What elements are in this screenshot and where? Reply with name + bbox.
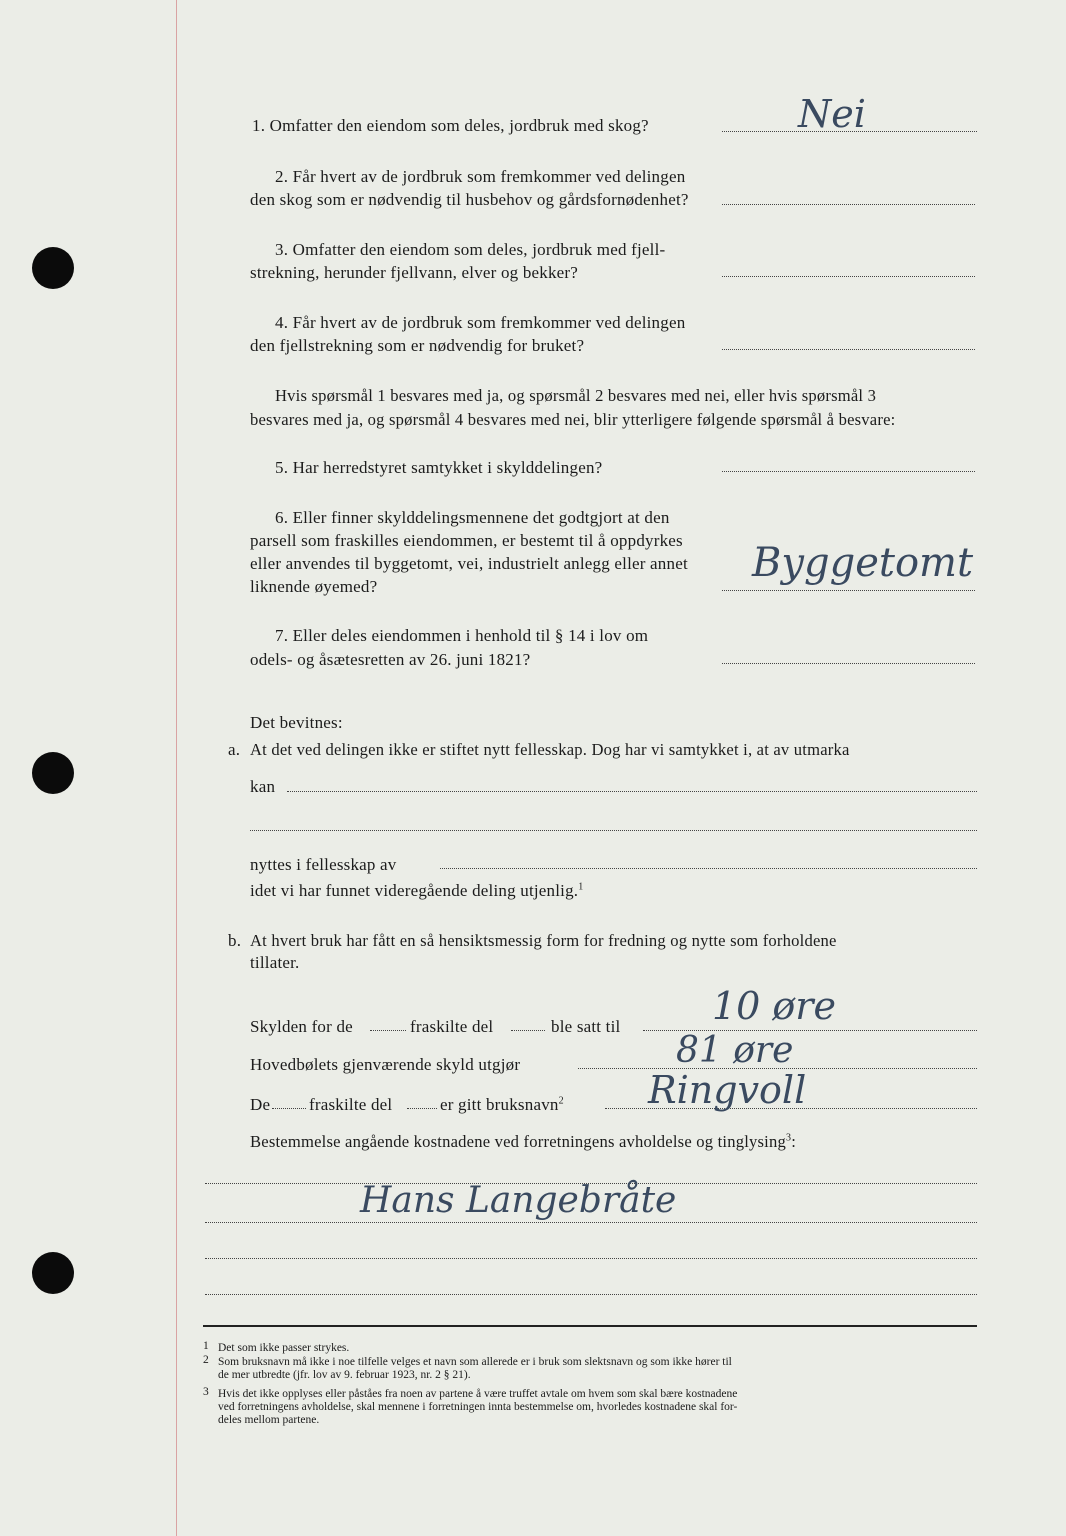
question-6-line-4: liknende øyemed? <box>250 577 378 596</box>
footnote-3-line-3: deles mellom partene. <box>218 1414 320 1426</box>
ble-satt-til-label: ble satt til <box>551 1017 621 1036</box>
answer-6-handwritten: Byggetomt <box>752 540 974 586</box>
attest-nyttes: nyttes i fellesskap av <box>250 855 397 874</box>
skylden-blank-2 <box>511 1030 545 1031</box>
attest-idet: idet vi har funnet videregående deling utjenlig.$^1$ <box>250 881 584 900</box>
footnote-1-number: 1 <box>203 1340 209 1352</box>
question-4-line-1: 4. Får hvert av de jordbruk som fremkommer ved delingen <box>275 313 686 332</box>
answer-line-3 <box>722 276 975 277</box>
conditional-line-1: Hvis spørsmål 1 besvares med ja, og spørsmål 2 besvares med nei, eller hvis spørsmål 3 <box>275 386 877 405</box>
attest-kan: kan <box>250 777 276 796</box>
kostnader-line-2 <box>205 1222 977 1223</box>
bestemmelse-label: Bestemmelse angående kostnadene ved forretningens avholdelse og tinglysing$^3$: <box>250 1132 796 1151</box>
hovedbolets-label: Hovedbølets gjenværende skyld utgjør <box>250 1055 521 1074</box>
footnote-2-line-2: de mer utbredte (jfr. lov av 9. februar 1923, nr. 2 § 21). <box>218 1369 471 1381</box>
conditional-line-2: besvares med ja, og spørsmål 4 besvares med nei, blir ytterligere følgende spørsmål å besvare: <box>250 410 896 429</box>
question-2-line-1: 2. Får hvert av de jordbruk som fremkommer ved delingen <box>275 167 686 186</box>
footnote-3-line-1: Hvis det ikke opplyses eller påståes fra noen av partene å være truffet avtale om hvem som skal bære kostnadene <box>218 1388 738 1400</box>
skylden-blank-1 <box>370 1030 406 1031</box>
skylden-for-label: Skylden for de <box>250 1017 353 1036</box>
kostnader-answer-handwritten: Hans Langebråte <box>360 1180 677 1221</box>
question-2-line-2: den skog som er nødvendig til husbehov og gårdsfornødenhet? <box>250 190 689 209</box>
attest-b-marker: b. <box>228 931 242 950</box>
del-blank <box>407 1108 437 1109</box>
footnote-separator <box>203 1325 977 1327</box>
de-blank <box>272 1108 306 1109</box>
skyld-answer-handwritten: 10 øre <box>712 984 836 1028</box>
fraskilte-del-2-label: fraskilte del <box>309 1095 393 1114</box>
footnote-2-number: 2 <box>203 1354 209 1366</box>
attest-b-line-1: At hvert bruk har fått en så hensiktsmessig form for fredning og nytte som forholdene <box>250 931 837 950</box>
punch-hole-top <box>32 247 74 289</box>
question-5: 5. Har herredstyret samtykket i skylddelingen? <box>275 458 603 477</box>
question-7-line-1: 7. Eller deles eiendommen i henhold til § 14 i lov om <box>275 626 649 645</box>
answer-line-6 <box>722 590 975 591</box>
question-3-line-2: strekning, herunder fjellvann, elver og bekker? <box>250 263 579 282</box>
footnote-1: Det som ikke passer strykes. <box>218 1342 350 1354</box>
hovedbol-answer-handwritten: 81 øre <box>676 1030 794 1071</box>
utmark-line-1 <box>287 791 977 792</box>
margin-line <box>176 0 177 1536</box>
bruksnavn-label: er gitt bruksnavn$^2$ <box>440 1095 564 1114</box>
attest-b-line-2: tillater. <box>250 953 300 972</box>
utmark-line-2 <box>250 830 977 831</box>
answer-line-4 <box>722 349 975 350</box>
punch-hole-bottom <box>32 1252 74 1294</box>
footnote-3-line-2: ved forretningens avholdelse, skal mennene i forretningen innta bestemmelse om, hvorledes kostnadene skal for- <box>218 1401 738 1413</box>
de-label: De <box>250 1095 271 1114</box>
question-1: 1. Omfatter den eiendom som deles, jordbruk med skog? <box>252 116 649 135</box>
question-3-line-1: 3. Omfatter den eiendom som deles, jordbruk med fjell- <box>275 240 666 259</box>
fellesskap-line <box>440 868 977 869</box>
bruksnavn-answer-handwritten: Ringvoll <box>648 1068 807 1112</box>
answer-line-2 <box>722 204 975 205</box>
question-4-line-2: den fjellstrekning som er nødvendig for bruket? <box>250 336 585 355</box>
question-6-line-3: eller anvendes til byggetomt, vei, industrielt anlegg eller annet <box>250 554 688 573</box>
question-6-line-2: parsell som fraskilles eiendommen, er bestemt til å oppdyrkes <box>250 531 683 550</box>
attest-a-text: At det ved delingen ikke er stiftet nytt fellesskap. Dog har vi samtykket i, at av utmarka <box>250 740 850 759</box>
question-6-line-1: 6. Eller finner skylddelingsmennene det godtgjort at den <box>275 508 670 527</box>
question-7-line-2: odels- og åsætesretten av 26. juni 1821? <box>250 650 531 669</box>
kostnader-line-4 <box>205 1294 977 1295</box>
footnote-2-line-1: Som bruksnavn må ikke i noe tilfelle velges et navn som allerede er i bruk som slektsnavn og som ikke hører til <box>218 1356 732 1368</box>
fraskilte-del-label: fraskilte del <box>410 1017 494 1036</box>
answer-line-5 <box>722 471 975 472</box>
attest-a-marker: a. <box>228 740 241 759</box>
answer-1-handwritten: Nei <box>798 92 866 136</box>
answer-line-7 <box>722 663 975 664</box>
footnote-3-number: 3 <box>203 1386 209 1398</box>
attest-heading: Det bevitnes: <box>250 713 343 732</box>
kostnader-line-3 <box>205 1258 977 1259</box>
punch-hole-middle <box>32 752 74 794</box>
